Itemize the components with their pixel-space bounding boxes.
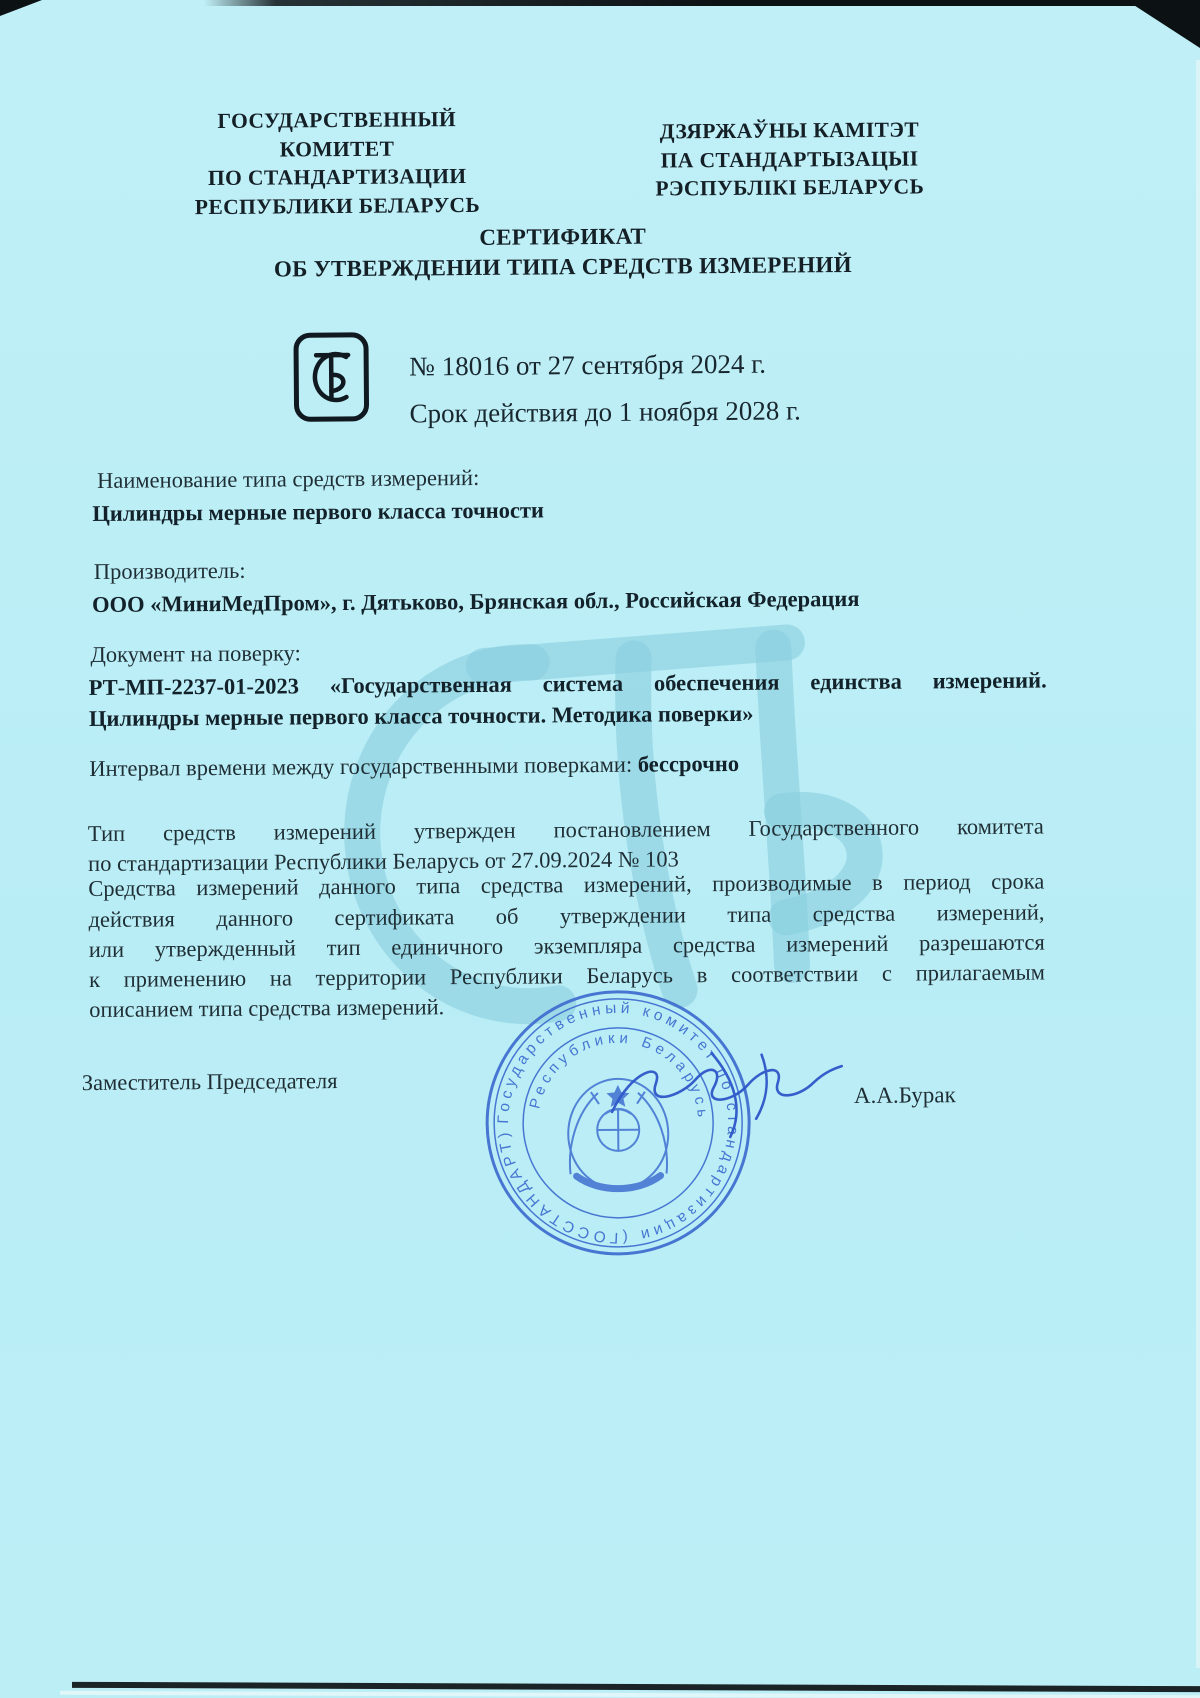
gosstandart-logo-icon: [292, 331, 371, 424]
verification-doc-label: Документ на поверку:: [90, 640, 301, 667]
interval-label: Интервал времени между государственными поверками:: [89, 751, 633, 782]
body-line: Средства измерений данного типа средства измерений, производимые в период срока: [88, 868, 1045, 902]
header-by-line: РЭСПУБЛІКІ БЕЛАРУСЬ: [655, 174, 925, 201]
signature-ink-icon: [592, 1038, 853, 1152]
type-name-label: Наименование типа средств измерений:: [96, 464, 480, 493]
header-by-line: ДЗЯРЖАЎНЫ КАМІТЭТ: [659, 117, 920, 144]
body-line: по стандартизации Республики Беларусь от 27.09.2024 № 103: [88, 846, 679, 877]
document-title: [165, 219, 960, 285]
header-ru-line: ГОСУДАРСТВЕННЫЙ КОМИТЕТ: [217, 107, 457, 161]
body-line: описанием типа средства измерений.: [89, 994, 445, 1023]
stamp-inner-text: Республики Беларусь: [526, 1029, 712, 1123]
stamp-outer-text: Государственный комитет по стандартизации (ГОССТАНДАРТ): [495, 999, 742, 1247]
header-by-line: ПА СТАНДАРТЫЗАЦЫІ: [660, 145, 919, 173]
body-line: действия данного сертификата об утверждении типа средства измерений,: [88, 899, 1045, 932]
header-by: [644, 115, 935, 203]
header-ru-line: ПО СТАНДАРТИЗАЦИИ: [207, 164, 467, 191]
verification-doc-line: Цилиндры мерные первого класса точности. Методика поверки»: [88, 700, 754, 731]
certificate-validity: Срок действия до 1 ноября 2028 г.: [409, 395, 801, 429]
manufacturer-label: Производитель:: [93, 557, 246, 584]
body-line: Тип средств измерений утвержден постановлением Государственного комитета: [87, 813, 1044, 847]
body-line: или утвержденный тип единичного экземпляра средства измерений разрешаются: [88, 929, 1045, 962]
verification-doc-value: [89, 665, 1047, 734]
signatory-name: А.А.Бурак: [853, 1082, 956, 1109]
signatory-position: Заместитель Председателя: [81, 1068, 338, 1096]
document-title-line1: СЕРТИФИКАТ: [479, 223, 647, 250]
header-ru: [159, 105, 515, 222]
certificate-number: № 18016 от 27 сентября 2024 г.: [409, 348, 767, 382]
type-name-value: Цилиндры мерные первого класса точности: [92, 497, 545, 526]
interval-row: [89, 751, 739, 782]
verification-doc-line: РТ-МП-2237-01-2023 «Государственная система обеспечения единства измерений.: [88, 667, 1047, 701]
scan-edge-top: [0, 0, 1200, 6]
scan-edge-right: [1196, 60, 1200, 1668]
body-line: к применению на территории Республики Беларусь в соответствии с прилагаемым: [88, 959, 1046, 993]
header-ru-line: РЕСПУБЛИКИ БЕЛАРУСЬ: [194, 192, 481, 219]
manufacturer-value: ООО «МиниМедПром», г. Дятьково, Брянская обл., Российская Федерация: [91, 585, 860, 617]
document-title-line2: ОБ УТВЕРЖДЕНИИ ТИПА СРЕДСТВ ИЗМЕРЕНИЙ: [273, 252, 852, 282]
interval-value: бессрочно: [637, 750, 740, 777]
